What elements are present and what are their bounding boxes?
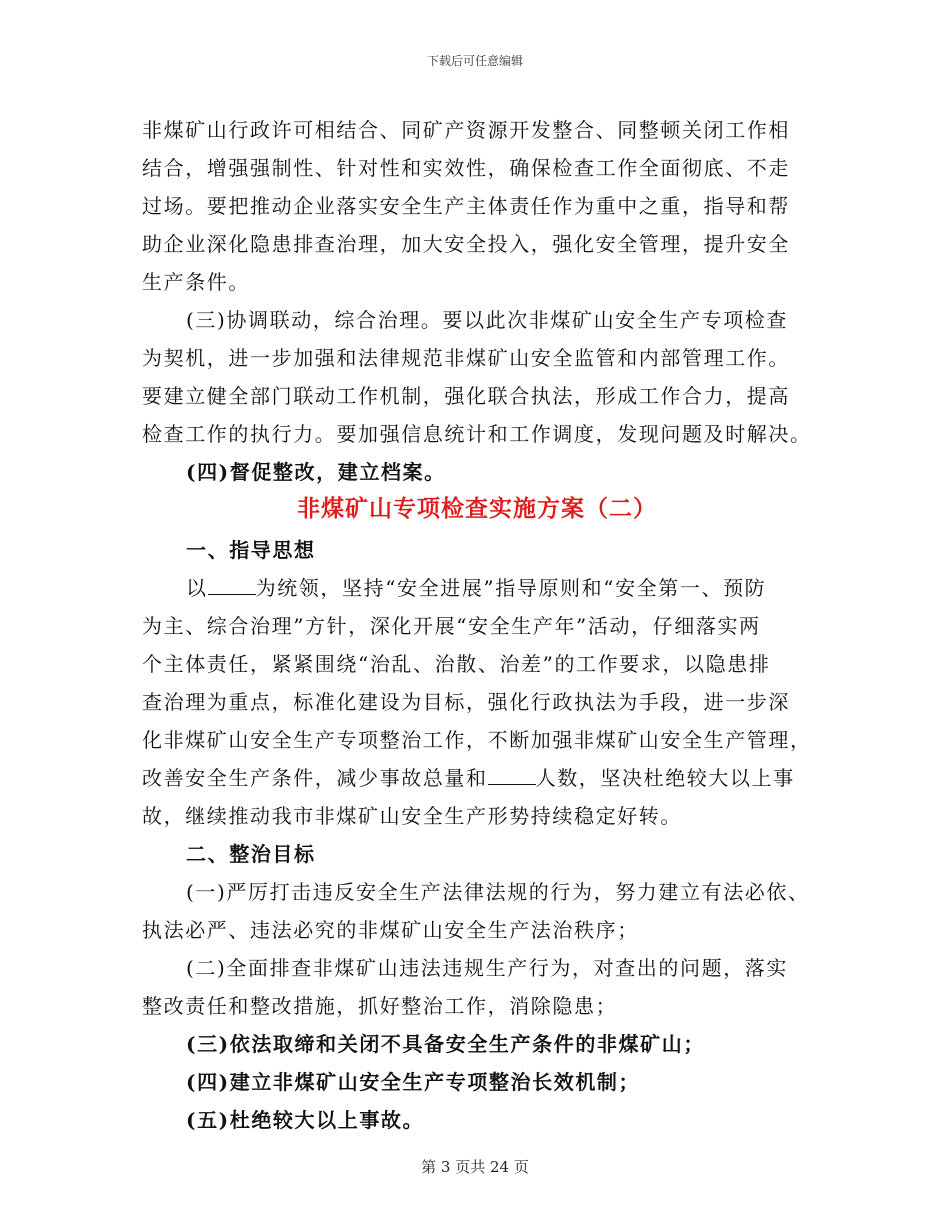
goal-line: (二)全面排查非煤矿山违法违规生产行为，对查出的问题，落实 — [186, 956, 789, 980]
goal-line: 执法必严、违法必究的非煤矿山安全生产法治秩序； — [142, 918, 639, 942]
sub-heading-supervise: (四)督促整改，建立档案。 — [186, 460, 446, 484]
section-heading-guiding-ideology: 一、指导思想 — [186, 538, 316, 562]
page-header: 下载后可任意编辑 — [426, 54, 523, 68]
goal-line: (一)严厉打击违反安全生产法律法规的行为，努力建立有法必依、 — [186, 880, 810, 904]
blank-underline — [488, 766, 536, 785]
paragraph-line: 助企业深化隐患排查治理，加大安全投入，强化安全管理，提升安全 — [142, 232, 790, 256]
paragraph-line: 生产条件。 — [142, 270, 250, 294]
paragraph-line — [186, 576, 766, 600]
goal-line: 整改责任和整改措施，抓好整治工作，消除隐患； — [142, 994, 618, 1018]
paragraph-line: 要建立健全部门联动工作机制，强化联合执法，形成工作合力，提高 — [142, 384, 790, 408]
paragraph-text: 人数，坚决杜绝较大以上事 — [535, 766, 795, 790]
paragraph-line: 为主、综合治理”方针，深化开展“安全生产年”活动，仔细落实两 — [142, 614, 761, 638]
goal-item-bold: (五)杜绝较大以上事故。 — [186, 1108, 425, 1132]
page-footer: 第 3 页共 24 页 — [421, 1158, 529, 1176]
goal-item-bold: (三)依法取缔和关闭不具备安全生产条件的非煤矿山； — [186, 1032, 705, 1056]
paragraph-text: 改善安全生产条件，减少事故总量和 — [142, 766, 488, 790]
paragraph-line: 化非煤矿山安全生产专项整治工作，不断加强非煤矿山安全生产管理， — [142, 728, 812, 752]
paragraph-line — [142, 766, 795, 790]
blank-underline — [208, 576, 256, 595]
paragraph-line: (三)协调联动，综合治理。要以此次非煤矿山安全生产专项检查 — [186, 308, 789, 332]
paragraph-line: 非煤矿山行政许可相结合、同矿产资源开发整合、同整顿关闭工作相 — [142, 118, 790, 142]
paragraph-line: 查治理为重点，标准化建设为目标，强化行政执法为手段，进一步深 — [142, 690, 790, 714]
paragraph-text: 以 — [186, 576, 208, 600]
paragraph-line: 过场。要把推动企业落实安全生产主体责任作为重中之重，指导和帮 — [142, 194, 790, 218]
document-title: 非煤矿山专项检查实施方案（二） — [297, 495, 657, 522]
paragraph-line: 检查工作的执行力。要加强信息统计和工作调度，发现问题及时解决。 — [142, 422, 812, 446]
section-heading-goals: 二、整治目标 — [186, 842, 316, 866]
paragraph-line: 为契机，进一步加强和法律规范非煤矿山安全监管和内部管理工作。 — [142, 346, 790, 370]
paragraph-line: 结合，增强强制性、针对性和实效性，确保检查工作全面彻底、不走 — [142, 156, 790, 180]
paragraph-line: 故，继续推动我市非煤矿山安全生产形势持续稳定好转。 — [142, 804, 682, 828]
goal-item-bold: (四)建立非煤矿山安全生产专项整治长效机制； — [186, 1070, 641, 1094]
paragraph-line: 个主体责任，紧紧围绕“治乱、治散、治差”的工作要求，以隐患排 — [142, 652, 771, 676]
paragraph-text: 为统领，坚持“安全进展”指导原则和“安全第一、预防 — [255, 576, 767, 600]
